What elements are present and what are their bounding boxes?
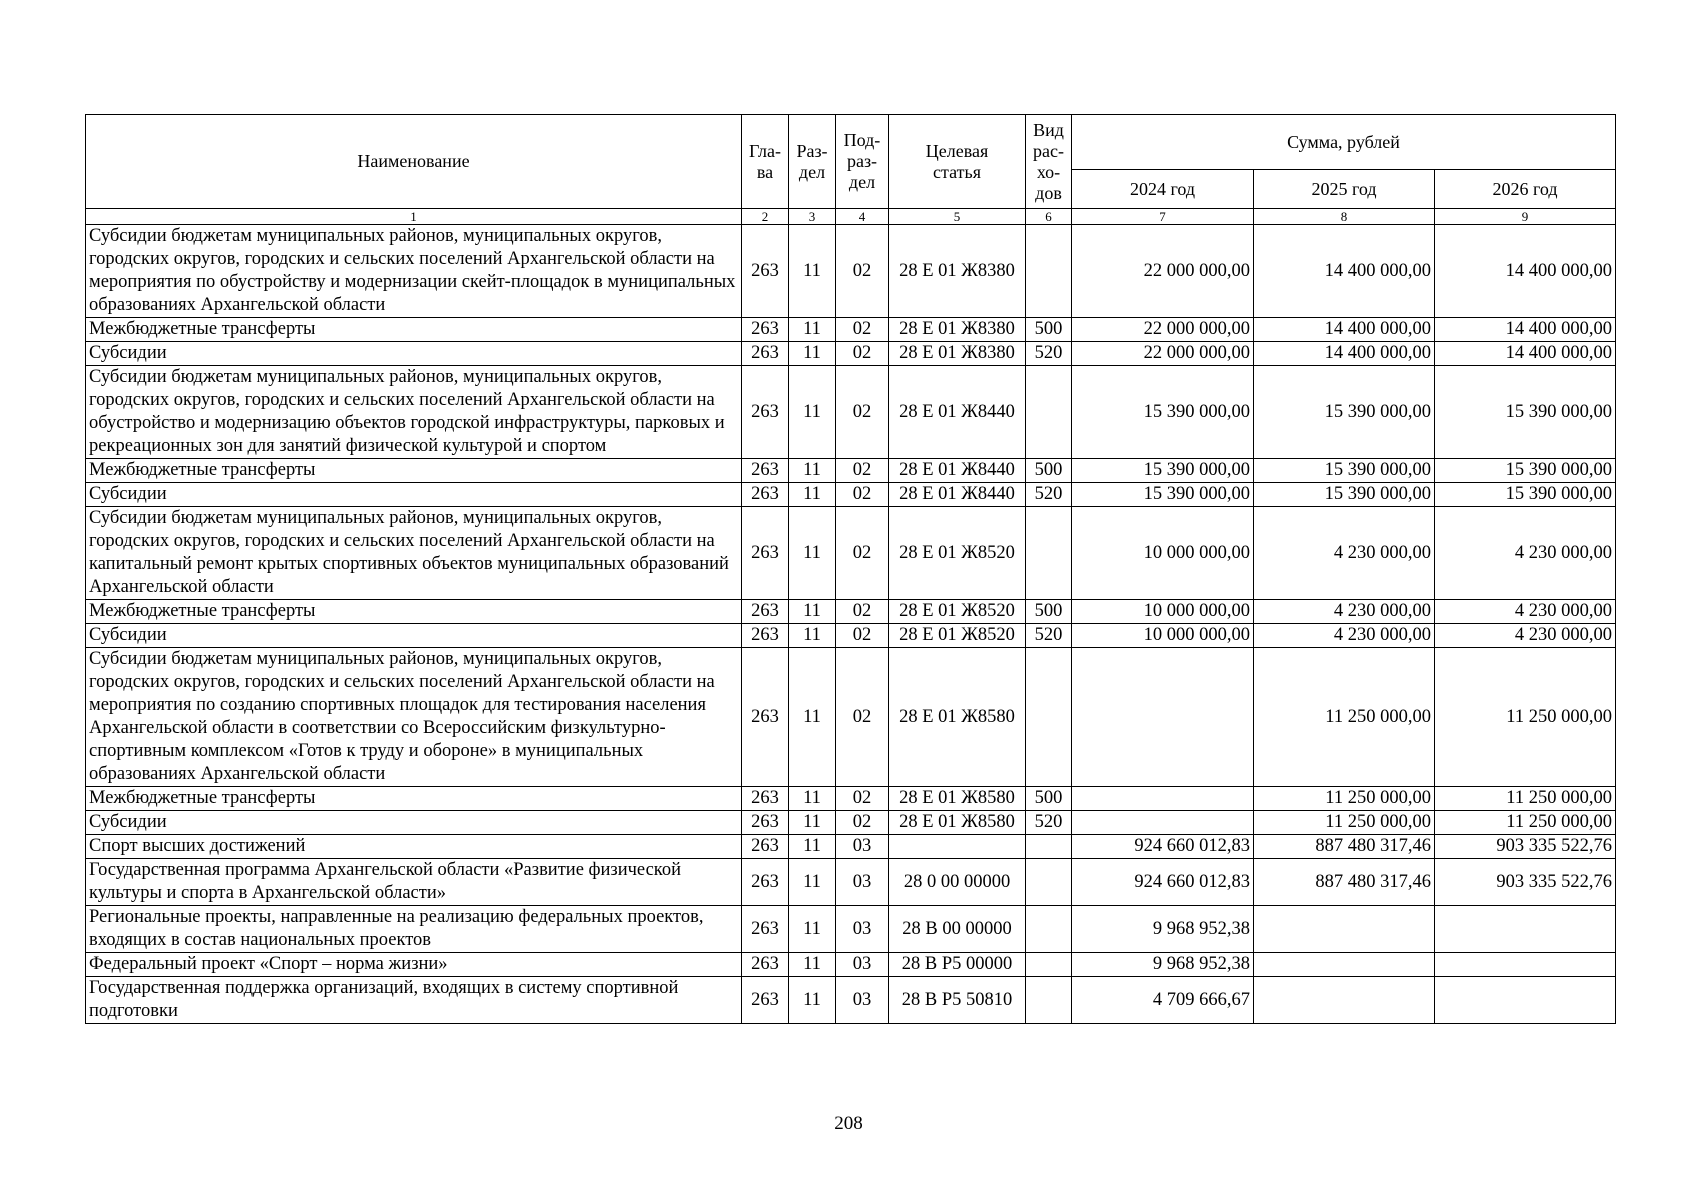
row-chapter: 263	[742, 811, 789, 835]
row-name: Субсидии бюджетам муниципальных районов, муниципальных округов, городских округов, городских и сельских поселений Архангельской области на мероприятия по созданию спортивных площадок для тестирования населения Архангельской области в соответствии со Всероссийским физкультурно-спортивным комплексом «Готов к труду и обороне» в муниципальных образованиях Архангельской области	[86, 648, 742, 787]
row-amount-2024: 15 390 000,00	[1072, 483, 1254, 507]
column-number: 2	[742, 209, 789, 225]
header-year-2024: 2024 год	[1072, 170, 1254, 209]
row-section: 11	[789, 787, 836, 811]
row-chapter: 263	[742, 624, 789, 648]
row-amount-2024	[1072, 787, 1254, 811]
row-name: Спорт высших достижений	[86, 835, 742, 859]
table-row	[86, 318, 1616, 342]
row-expense-type: 500	[1026, 787, 1072, 811]
row-name: Государственная поддержка организаций, входящих в систему спортивной подготовки	[86, 977, 742, 1024]
budget-table	[85, 114, 1616, 1024]
row-expense-type	[1026, 225, 1072, 318]
row-amount-2025: 887 480 317,46	[1254, 859, 1435, 906]
row-amount-2024	[1072, 811, 1254, 835]
table-row	[86, 906, 1616, 953]
column-number: 1	[86, 209, 742, 225]
row-expense-type: 520	[1026, 483, 1072, 507]
row-subsection: 03	[836, 835, 889, 859]
row-subsection: 02	[836, 507, 889, 600]
table-row	[86, 366, 1616, 459]
table-row	[86, 835, 1616, 859]
row-target-article: 28 Е 01 Ж8520	[889, 507, 1026, 600]
row-amount-2026: 11 250 000,00	[1435, 648, 1616, 787]
row-amount-2025: 15 390 000,00	[1254, 366, 1435, 459]
table-row	[86, 953, 1616, 977]
row-chapter: 263	[742, 366, 789, 459]
row-amount-2026: 15 390 000,00	[1435, 459, 1616, 483]
row-name: Межбюджетные трансферты	[86, 459, 742, 483]
row-amount-2025: 4 230 000,00	[1254, 507, 1435, 600]
row-amount-2025: 14 400 000,00	[1254, 318, 1435, 342]
row-name: Субсидии бюджетам муниципальных районов, муниципальных округов, городских округов, городских и сельских поселений Архангельской области на обустройство и модернизацию объектов городской инфраструктуры, парковых и рекреационных зон для занятий физической культурой и спортом	[86, 366, 742, 459]
row-amount-2026: 4 230 000,00	[1435, 600, 1616, 624]
row-chapter: 263	[742, 648, 789, 787]
row-target-article: 28 Е 01 Ж8580	[889, 787, 1026, 811]
row-section: 11	[789, 835, 836, 859]
row-chapter: 263	[742, 977, 789, 1024]
table-row	[86, 459, 1616, 483]
row-name: Государственная программа Архангельской области «Развитие физической культуры и спорта в Архангельской области»	[86, 859, 742, 906]
row-amount-2024: 9 968 952,38	[1072, 906, 1254, 953]
row-section: 11	[789, 624, 836, 648]
row-amount-2024: 924 660 012,83	[1072, 859, 1254, 906]
row-section: 11	[789, 953, 836, 977]
row-name: Субсидии	[86, 483, 742, 507]
row-subsection: 03	[836, 953, 889, 977]
row-chapter: 263	[742, 906, 789, 953]
row-expense-type	[1026, 507, 1072, 600]
column-number: 8	[1254, 209, 1435, 225]
row-amount-2024: 4 709 666,67	[1072, 977, 1254, 1024]
row-name: Федеральный проект «Спорт – норма жизни»	[86, 953, 742, 977]
row-expense-type: 500	[1026, 318, 1072, 342]
column-number: 4	[836, 209, 889, 225]
row-amount-2025: 15 390 000,00	[1254, 483, 1435, 507]
row-expense-type	[1026, 953, 1072, 977]
row-target-article: 28 Е 01 Ж8380	[889, 342, 1026, 366]
row-amount-2024: 10 000 000,00	[1072, 507, 1254, 600]
row-subsection: 02	[836, 342, 889, 366]
table-row	[86, 600, 1616, 624]
row-amount-2024: 10 000 000,00	[1072, 624, 1254, 648]
header-target-article: Целевая статья	[889, 115, 1026, 209]
row-target-article: 28 0 00 00000	[889, 859, 1026, 906]
row-amount-2026: 11 250 000,00	[1435, 787, 1616, 811]
row-section: 11	[789, 811, 836, 835]
table-row	[86, 811, 1616, 835]
row-amount-2025: 4 230 000,00	[1254, 624, 1435, 648]
row-amount-2025: 11 250 000,00	[1254, 811, 1435, 835]
row-chapter: 263	[742, 225, 789, 318]
row-subsection: 03	[836, 859, 889, 906]
row-target-article: 28 Е 01 Ж8380	[889, 318, 1026, 342]
row-subsection: 02	[836, 483, 889, 507]
row-target-article	[889, 835, 1026, 859]
row-amount-2024: 22 000 000,00	[1072, 342, 1254, 366]
row-subsection: 02	[836, 624, 889, 648]
row-name: Региональные проекты, направленные на реализацию федеральных проектов, входящих в состав национальных проектов	[86, 906, 742, 953]
row-amount-2025: 15 390 000,00	[1254, 459, 1435, 483]
row-amount-2025: 14 400 000,00	[1254, 342, 1435, 366]
row-name: Межбюджетные трансферты	[86, 318, 742, 342]
column-number: 5	[889, 209, 1026, 225]
row-target-article: 28 В Р5 00000	[889, 953, 1026, 977]
row-expense-type: 500	[1026, 459, 1072, 483]
row-target-article: 28 Е 01 Ж8380	[889, 225, 1026, 318]
header-expense-type: Вид рас- хо- дов	[1026, 115, 1072, 209]
row-amount-2024: 15 390 000,00	[1072, 366, 1254, 459]
row-expense-type	[1026, 977, 1072, 1024]
column-number: 6	[1026, 209, 1072, 225]
row-target-article: 28 В Р5 50810	[889, 977, 1026, 1024]
row-expense-type: 520	[1026, 342, 1072, 366]
row-amount-2026: 11 250 000,00	[1435, 811, 1616, 835]
row-section: 11	[789, 459, 836, 483]
row-subsection: 03	[836, 977, 889, 1024]
row-expense-type: 500	[1026, 600, 1072, 624]
row-name: Субсидии	[86, 624, 742, 648]
row-section: 11	[789, 483, 836, 507]
row-amount-2024: 15 390 000,00	[1072, 459, 1254, 483]
row-subsection: 02	[836, 366, 889, 459]
header-sum: Сумма, рублей	[1072, 115, 1616, 170]
row-subsection: 02	[836, 787, 889, 811]
row-target-article: 28 Е 01 Ж8520	[889, 600, 1026, 624]
row-subsection: 02	[836, 811, 889, 835]
row-subsection: 02	[836, 648, 889, 787]
row-amount-2026	[1435, 906, 1616, 953]
row-chapter: 263	[742, 483, 789, 507]
row-amount-2026: 14 400 000,00	[1435, 318, 1616, 342]
row-section: 11	[789, 366, 836, 459]
row-target-article: 28 Е 01 Ж8520	[889, 624, 1026, 648]
row-amount-2026: 15 390 000,00	[1435, 366, 1616, 459]
row-amount-2026: 15 390 000,00	[1435, 483, 1616, 507]
row-amount-2026: 4 230 000,00	[1435, 624, 1616, 648]
header-year-2025: 2025 год	[1254, 170, 1435, 209]
column-number: 7	[1072, 209, 1254, 225]
row-name: Субсидии	[86, 342, 742, 366]
table-body	[86, 225, 1616, 1024]
row-amount-2025	[1254, 953, 1435, 977]
column-numbers-row	[86, 209, 1616, 225]
table-row	[86, 507, 1616, 600]
table-row	[86, 624, 1616, 648]
row-subsection: 02	[836, 459, 889, 483]
row-amount-2026: 4 230 000,00	[1435, 507, 1616, 600]
row-chapter: 263	[742, 459, 789, 483]
row-chapter: 263	[742, 835, 789, 859]
row-name: Межбюджетные трансферты	[86, 600, 742, 624]
row-amount-2025: 14 400 000,00	[1254, 225, 1435, 318]
row-section: 11	[789, 342, 836, 366]
table-row	[86, 787, 1616, 811]
row-chapter: 263	[742, 342, 789, 366]
table-row	[86, 342, 1616, 366]
row-expense-type: 520	[1026, 624, 1072, 648]
row-amount-2024: 10 000 000,00	[1072, 600, 1254, 624]
row-target-article: 28 В 00 00000	[889, 906, 1026, 953]
row-amount-2026: 14 400 000,00	[1435, 225, 1616, 318]
row-amount-2024	[1072, 648, 1254, 787]
row-amount-2026: 903 335 522,76	[1435, 859, 1616, 906]
page-number: 208	[834, 1113, 863, 1134]
row-section: 11	[789, 906, 836, 953]
table-row	[86, 225, 1616, 318]
row-chapter: 263	[742, 600, 789, 624]
row-amount-2025	[1254, 977, 1435, 1024]
table-header	[86, 115, 1616, 225]
row-amount-2024: 22 000 000,00	[1072, 318, 1254, 342]
row-expense-type	[1026, 859, 1072, 906]
row-section: 11	[789, 507, 836, 600]
row-target-article: 28 Е 01 Ж8580	[889, 648, 1026, 787]
row-chapter: 263	[742, 953, 789, 977]
row-subsection: 02	[836, 600, 889, 624]
table-row	[86, 483, 1616, 507]
row-amount-2026	[1435, 977, 1616, 1024]
row-amount-2025: 887 480 317,46	[1254, 835, 1435, 859]
row-amount-2026: 14 400 000,00	[1435, 342, 1616, 366]
header-subsection: Под- раз- дел	[836, 115, 889, 209]
row-expense-type	[1026, 648, 1072, 787]
table-row	[86, 977, 1616, 1024]
header-section: Раз- дел	[789, 115, 836, 209]
row-expense-type: 520	[1026, 811, 1072, 835]
row-chapter: 263	[742, 859, 789, 906]
row-name: Субсидии бюджетам муниципальных районов, муниципальных округов, городских округов, городских и сельских поселений Архангельской области на мероприятия по обустройству и модернизации скейт-площадок в муниципальных образованиях Архангельской области	[86, 225, 742, 318]
row-section: 11	[789, 859, 836, 906]
row-subsection: 02	[836, 225, 889, 318]
header-year-2026: 2026 год	[1435, 170, 1616, 209]
row-section: 11	[789, 977, 836, 1024]
row-subsection: 03	[836, 906, 889, 953]
row-section: 11	[789, 600, 836, 624]
row-expense-type	[1026, 906, 1072, 953]
row-amount-2024: 9 968 952,38	[1072, 953, 1254, 977]
row-amount-2025: 4 230 000,00	[1254, 600, 1435, 624]
table-row	[86, 648, 1616, 787]
header-chapter: Гла- ва	[742, 115, 789, 209]
column-number: 9	[1435, 209, 1616, 225]
row-chapter: 263	[742, 787, 789, 811]
row-section: 11	[789, 225, 836, 318]
table-row	[86, 859, 1616, 906]
row-name: Межбюджетные трансферты	[86, 787, 742, 811]
row-amount-2026: 903 335 522,76	[1435, 835, 1616, 859]
row-amount-2025	[1254, 906, 1435, 953]
row-target-article: 28 Е 01 Ж8580	[889, 811, 1026, 835]
row-amount-2024: 22 000 000,00	[1072, 225, 1254, 318]
row-amount-2026	[1435, 953, 1616, 977]
row-target-article: 28 Е 01 Ж8440	[889, 459, 1026, 483]
row-target-article: 28 Е 01 Ж8440	[889, 366, 1026, 459]
row-amount-2025: 11 250 000,00	[1254, 787, 1435, 811]
row-amount-2024: 924 660 012,83	[1072, 835, 1254, 859]
row-chapter: 263	[742, 507, 789, 600]
row-target-article: 28 Е 01 Ж8440	[889, 483, 1026, 507]
row-amount-2025: 11 250 000,00	[1254, 648, 1435, 787]
header-name: Наименование	[86, 115, 742, 209]
row-expense-type	[1026, 835, 1072, 859]
row-name: Субсидии бюджетам муниципальных районов, муниципальных округов, городских округов, городских и сельских поселений Архангельской области на капитальный ремонт крытых спортивных объектов муниципальных образований Архангельской области	[86, 507, 742, 600]
row-subsection: 02	[836, 318, 889, 342]
row-expense-type	[1026, 366, 1072, 459]
row-section: 11	[789, 648, 836, 787]
row-chapter: 263	[742, 318, 789, 342]
row-name: Субсидии	[86, 811, 742, 835]
row-section: 11	[789, 318, 836, 342]
column-number: 3	[789, 209, 836, 225]
